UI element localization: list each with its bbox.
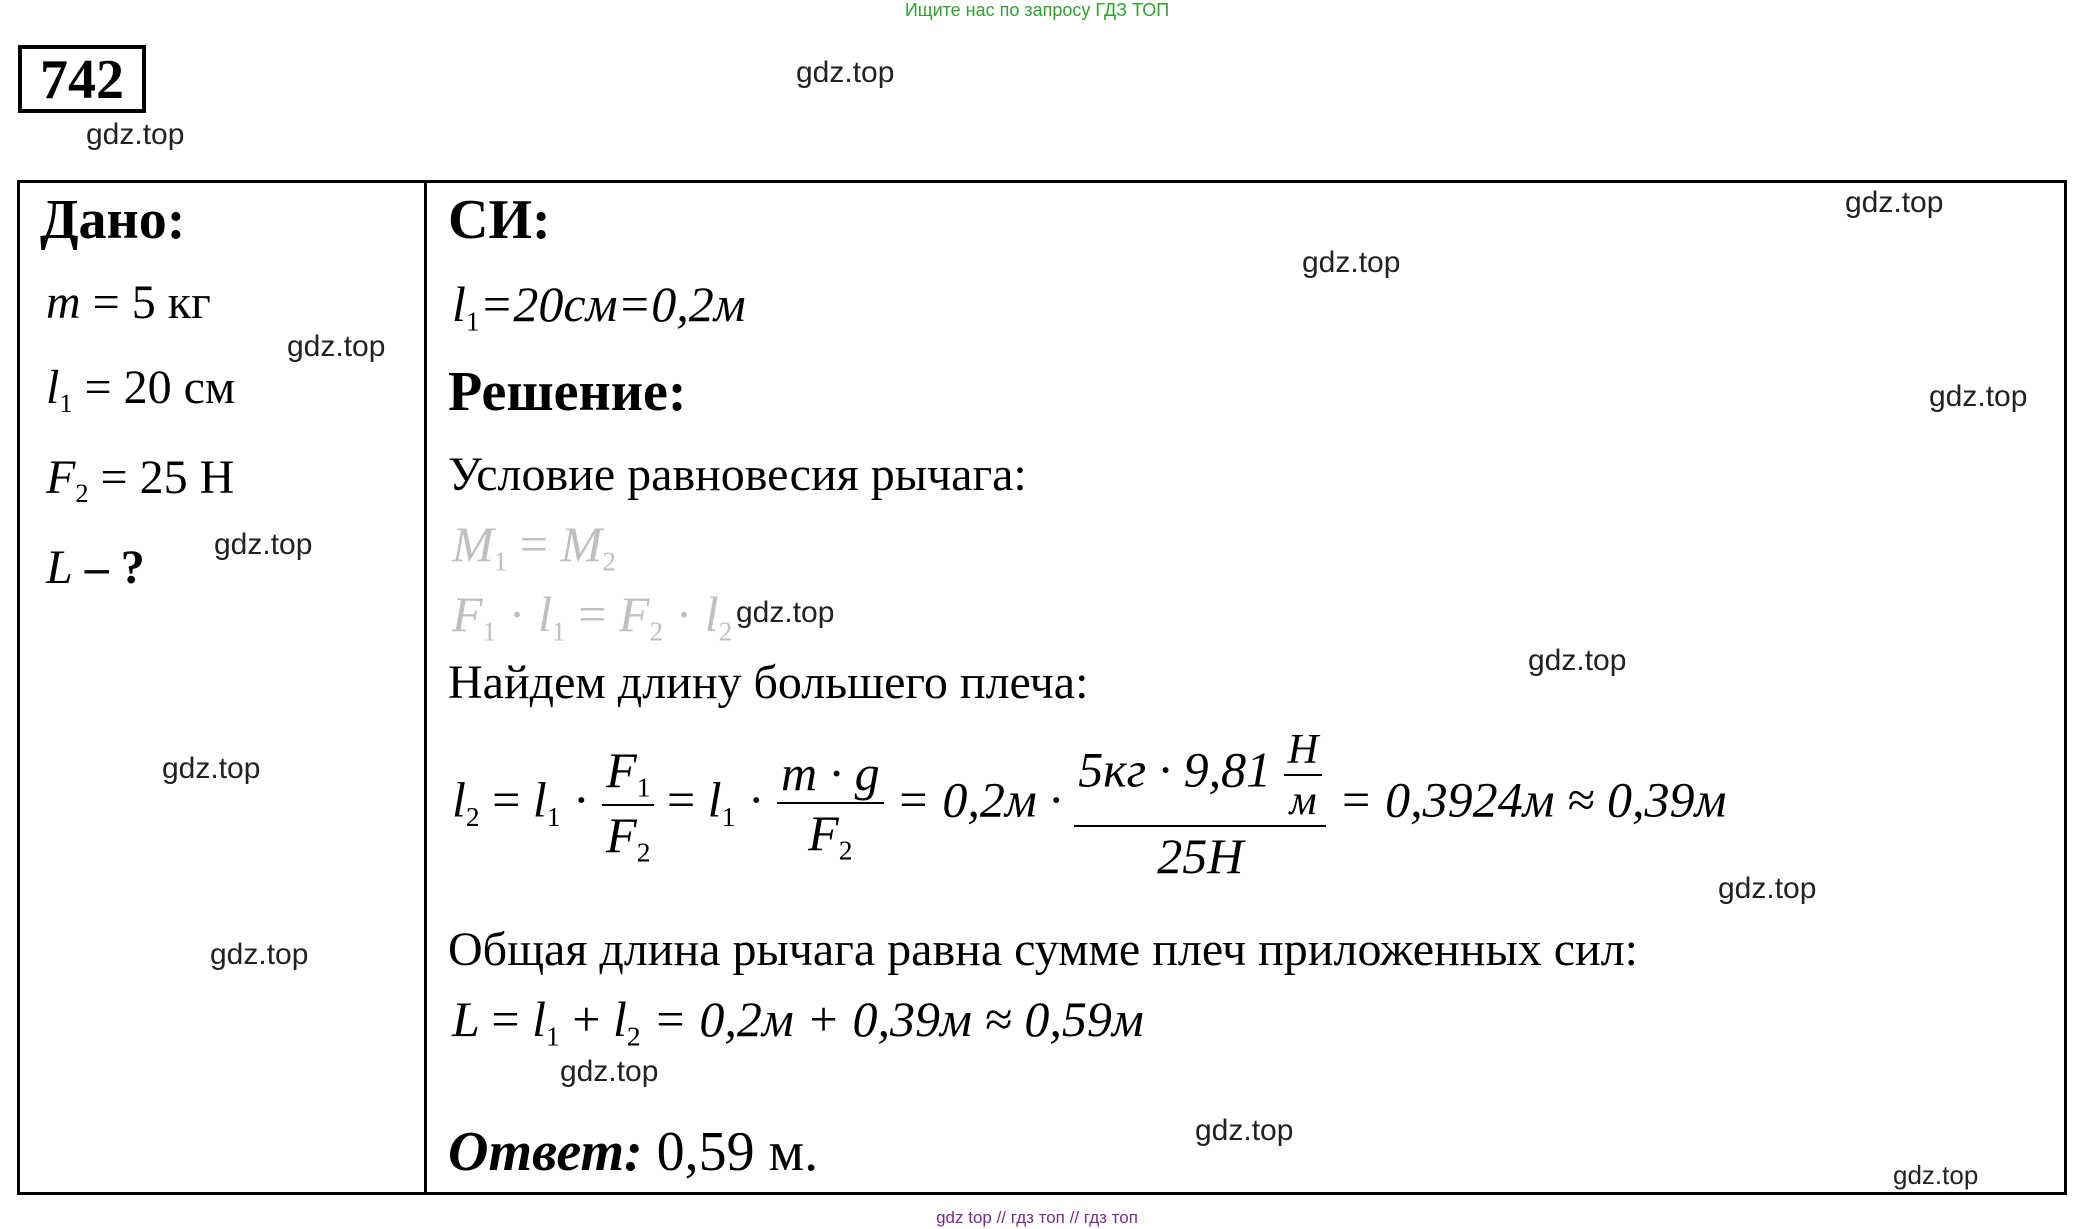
- watermark: gdz.top: [162, 752, 261, 785]
- fraction-forces: [602, 741, 654, 868]
- unit-fraction: [1284, 725, 1323, 825]
- given-l1: [46, 360, 235, 419]
- calc-mid: = 0,2м ·: [896, 771, 1062, 828]
- moment-a: M: [452, 516, 494, 572]
- watermark: gdz.top: [1528, 644, 1627, 677]
- frac1-den-sub: 2: [636, 836, 651, 868]
- frac3-den: 25Н: [1157, 828, 1244, 884]
- total-rest: = 0,2м + 0,39м ≈ 0,59м: [653, 991, 1144, 1047]
- frac2-num: m · g: [777, 744, 884, 804]
- given-f2-value: = 25 Н: [100, 451, 235, 504]
- calc-dot-2: ·: [747, 771, 765, 828]
- watermark: gdz.top: [1195, 1114, 1294, 1147]
- answer-value: 0,59 м.: [656, 1121, 819, 1183]
- force-dot-2: ·: [675, 586, 693, 642]
- moment-b-sub: 2: [602, 545, 617, 577]
- frac1-num: F: [606, 742, 637, 799]
- force-d-sub: 2: [718, 615, 733, 647]
- total-lhs: L: [452, 991, 479, 1047]
- total-equation: [452, 990, 1144, 1053]
- force-a: F: [452, 586, 483, 642]
- total-plus: +: [572, 991, 601, 1047]
- force-c-sub: 2: [649, 615, 664, 647]
- watermark: gdz.top: [1718, 872, 1817, 905]
- watermark: gdz.top: [1929, 380, 2028, 413]
- lever-calculation: [452, 725, 1726, 885]
- fraction-weight: [777, 744, 884, 867]
- unit-den: м: [1289, 777, 1317, 824]
- calc-l1-b-sub: 1: [721, 801, 736, 833]
- given-mass: [46, 275, 211, 330]
- solution-title: Решение:: [448, 361, 687, 423]
- watermark: gdz.top: [1302, 246, 1401, 279]
- find-text: Найдем длину большего плеча:: [448, 656, 1089, 709]
- total-a-sub: 1: [546, 1020, 560, 1052]
- moment-equation: [452, 515, 616, 578]
- total-a: l: [532, 991, 547, 1047]
- si-l1-symbol: l: [452, 276, 466, 332]
- given-f2-symbol: F: [46, 451, 76, 504]
- condition-text: Условие равновесия рычага:: [448, 448, 1027, 501]
- fraction-numeric: [1074, 725, 1326, 885]
- given-find-symbol: L: [46, 541, 73, 594]
- footer: gdz top // гдз топ // гдз топ: [936, 1208, 1138, 1227]
- given-mass-symbol: m: [46, 276, 81, 329]
- total-eq: =: [491, 991, 520, 1047]
- calc-eq-2: =: [666, 771, 696, 828]
- frac2-den-sub: 2: [838, 834, 853, 866]
- watermark: gdz.top: [796, 56, 895, 89]
- frac2-den: F: [808, 804, 839, 861]
- si-l1-value: =20см=0,2м: [479, 276, 746, 332]
- calc-lhs: l: [452, 771, 466, 828]
- top-banner: Ищите нас по запросу ГДЗ ТОП: [904, 0, 1170, 20]
- force-equation: [452, 585, 732, 648]
- watermark: gdz.top: [1845, 186, 1944, 219]
- watermark: gdz.top: [560, 1055, 659, 1088]
- calc-lhs-sub: 2: [465, 801, 480, 833]
- given-f2-sub: 2: [75, 478, 89, 509]
- given-find: [46, 540, 145, 595]
- force-b: l: [537, 586, 552, 642]
- calc-l1-a: l: [532, 771, 547, 828]
- given-l1-symbol: l: [46, 361, 60, 414]
- calc-l1-a-sub: 1: [546, 801, 561, 833]
- given-mass-value: = 5 кг: [92, 276, 211, 329]
- frac3-num: 5кг · 9,81: [1078, 741, 1272, 798]
- si-l1: [452, 275, 746, 338]
- answer-line: [448, 1120, 818, 1184]
- total-b: l: [612, 991, 627, 1047]
- calc-l1-b: l: [707, 771, 722, 828]
- given-l1-value: = 20 см: [84, 361, 236, 414]
- watermark: gdz.top: [210, 938, 309, 971]
- frac1-num-sub: 1: [636, 772, 651, 803]
- watermark: gdz.top: [736, 596, 835, 629]
- calc-eq-1: =: [492, 771, 521, 828]
- si-l1-sub: 1: [465, 305, 480, 337]
- given-f2: [46, 450, 234, 509]
- column-divider: [424, 180, 427, 1195]
- frac1-den: F: [606, 807, 637, 863]
- force-dot-1: ·: [508, 586, 526, 642]
- si-title: СИ:: [448, 189, 551, 251]
- given-find-value: – ?: [84, 541, 145, 594]
- unit-num: Н: [1284, 725, 1323, 776]
- moment-op: =: [519, 516, 549, 572]
- force-a-sub: 1: [482, 615, 497, 647]
- watermark: gdz.top: [86, 118, 185, 151]
- force-b-sub: 1: [551, 615, 566, 647]
- total-text: Общая длина рычага равна сумме плеч приложенных сил:: [448, 923, 1638, 976]
- watermark: gdz.top: [214, 528, 313, 561]
- given-title: Дано:: [40, 189, 186, 251]
- problem-number: 742: [18, 45, 146, 113]
- answer-label: Ответ:: [448, 1121, 643, 1183]
- force-d: l: [704, 586, 719, 642]
- force-c: F: [618, 586, 650, 642]
- given-l1-sub: 1: [59, 388, 73, 419]
- calc-result: = 0,3924м ≈ 0,39м: [1338, 771, 1727, 828]
- watermark: gdz.top: [287, 330, 386, 363]
- moment-b: M: [560, 516, 603, 572]
- moment-a-sub: 1: [493, 545, 508, 577]
- calc-dot-1: ·: [573, 771, 590, 828]
- watermark: gdz.top: [1893, 1160, 1979, 1190]
- total-b-sub: 2: [626, 1020, 641, 1052]
- force-op: =: [578, 586, 607, 642]
